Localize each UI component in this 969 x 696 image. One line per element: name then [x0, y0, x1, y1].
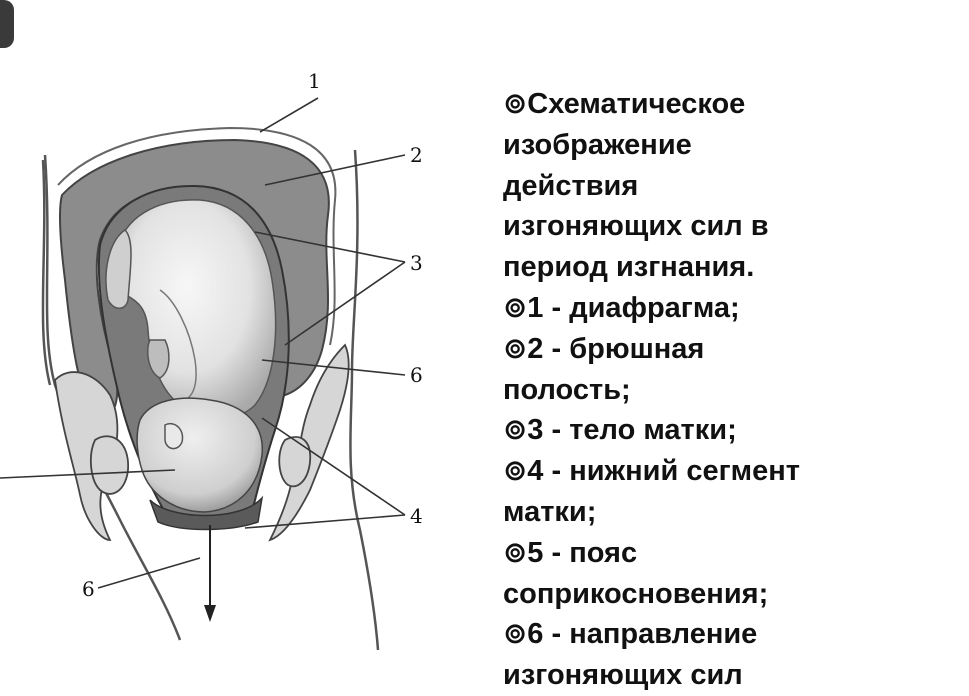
legend-item-text: ⊚3 - тело матки; [503, 414, 737, 447]
caption-title-line: ⊚Схематическое [503, 88, 746, 120]
legend-item-6 [503, 614, 963, 696]
legend-item-text: изгоняющих сил [503, 659, 743, 692]
uterus-diagram [0, 0, 480, 691]
label-1: 1 [308, 69, 321, 93]
legend-item-text: полость; [503, 373, 631, 406]
legend-item-3 [503, 410, 963, 451]
legend-item-text: ⊚5 - пояс [503, 536, 638, 569]
caption-title-line: действия [503, 169, 639, 202]
diagram-caption [503, 84, 963, 696]
label-6-right: 6 [410, 363, 423, 387]
legend-item-text: ⊚2 - брюшная [503, 332, 705, 365]
legend-item-5 [503, 533, 963, 615]
legend-item-1 [503, 288, 963, 329]
legend-item-text: ⊚1 - диафрагма; [503, 291, 740, 324]
legend-item-text: ⊚4 - нижний сегмент [503, 455, 800, 488]
legend-item-text: ⊚6 - направление [503, 618, 758, 651]
label-2: 2 [410, 143, 423, 167]
direction-arrow [204, 525, 216, 622]
caption-title-line: изображение [503, 128, 692, 161]
caption-title-line: изгоняющих сил в [503, 210, 769, 243]
legend-item-text: матки; [503, 495, 597, 528]
label-6-bottom: 6 [82, 577, 95, 601]
caption-title-line: период изгнания. [503, 251, 755, 284]
legend-item-4 [503, 451, 963, 533]
label-4: 4 [410, 504, 423, 528]
legend-item-2 [503, 329, 963, 411]
legend-item-text: соприкосновения; [503, 577, 769, 610]
legend-list [503, 288, 963, 696]
caption-title [503, 84, 963, 288]
label-3: 3 [410, 251, 423, 275]
